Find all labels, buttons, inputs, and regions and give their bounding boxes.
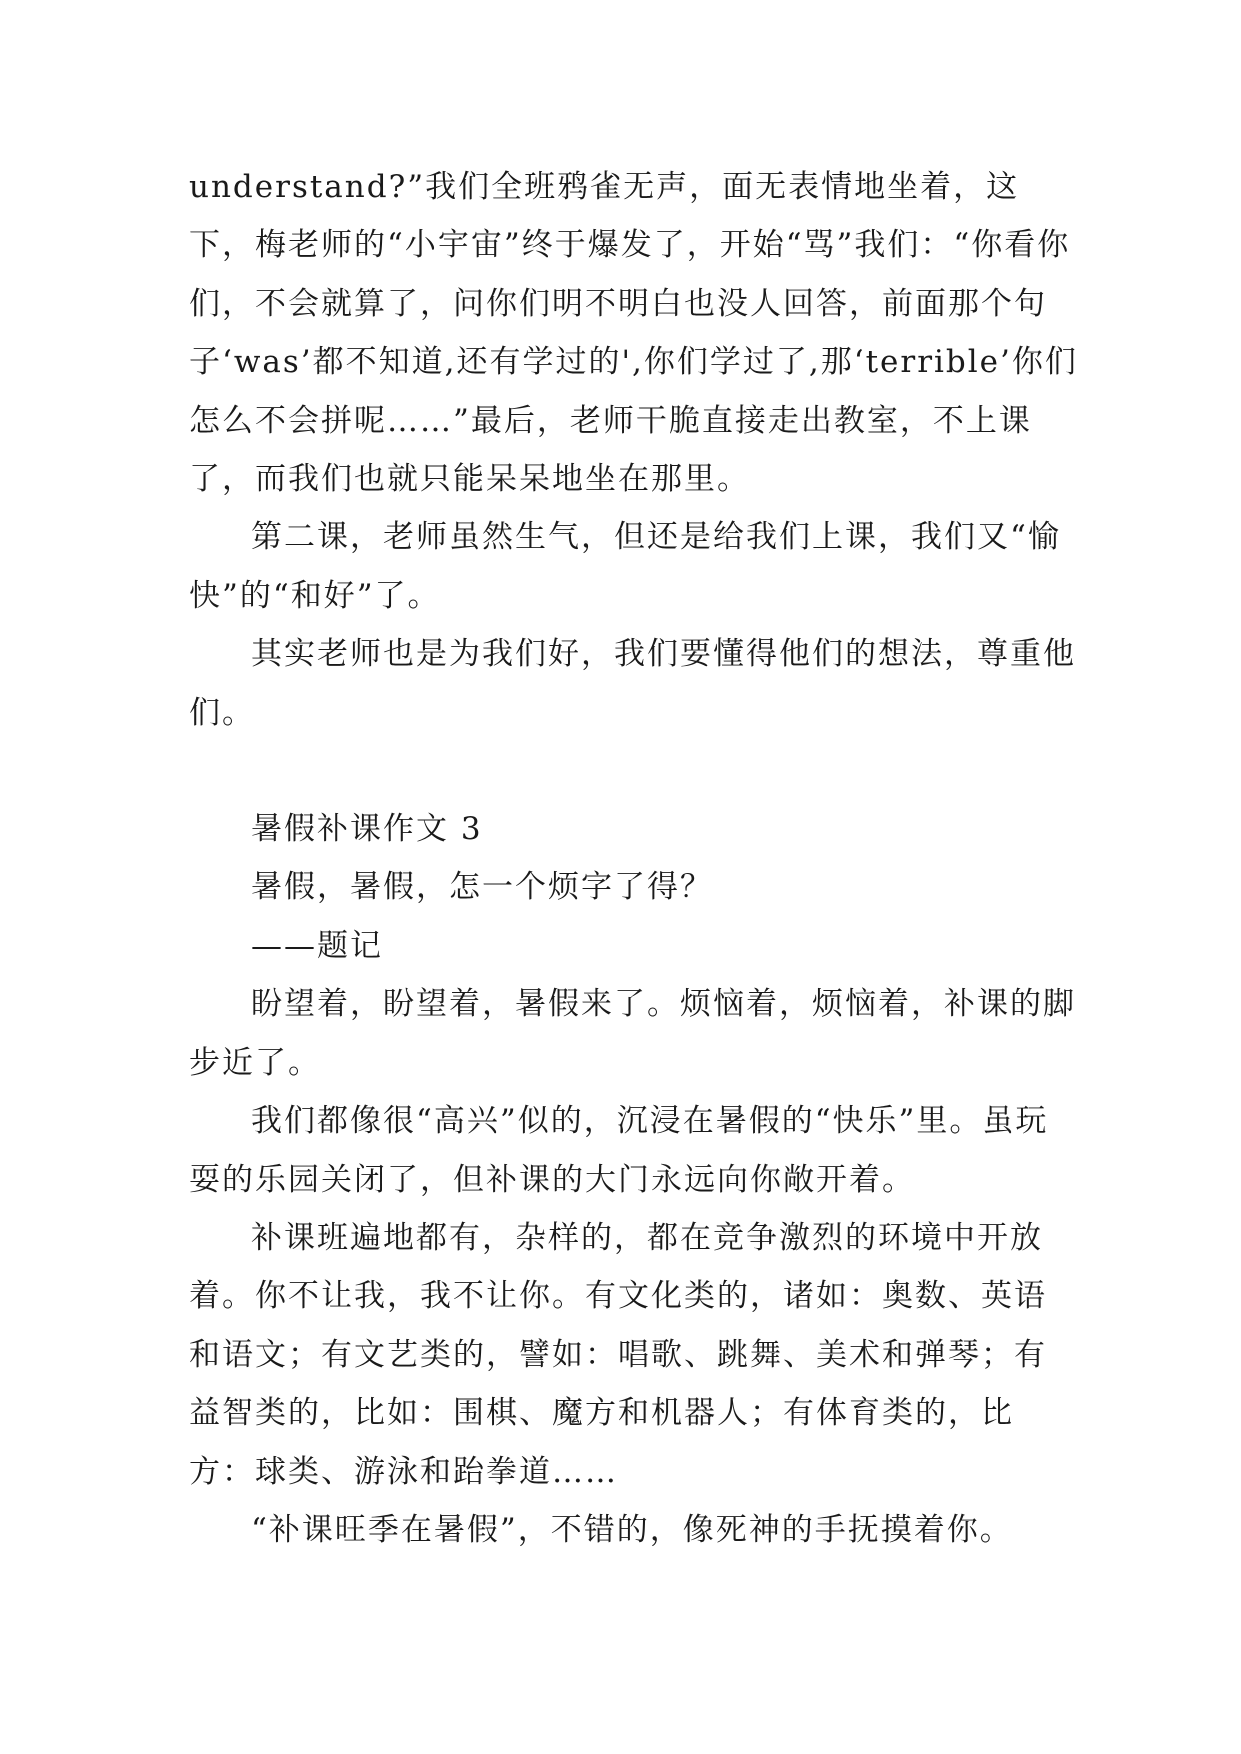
essay-title: 暑假补课作文 3 — [251, 811, 483, 848]
essay-paragraph-3: 补课班遍地都有，杂样的，都在竞争激烈的环境中开放着。你不让我，我不让你。有文化类的，诸如：奥数、英语和语文；有文艺类的，譬如：唱歌、跳舞、美术和弹琴；有益智类的，比如：围棋、魔方和机器人；有体育类的，比方：球类、游泳和跆拳道…… — [189, 1219, 1047, 1490]
epigraph: 暑假，暑假，怎一个烦字了得？ — [251, 869, 713, 906]
epigraph-attribution: ——题记 — [251, 927, 383, 964]
essay-paragraph-4: “补课旺季在暑假”，不错的，像死神的手抚摸着你。 — [251, 1511, 1013, 1548]
paragraph-continuation-2: 第二课，老师虽然生气，但还是给我们上课，我们又“愉快”的“和好”了。 — [189, 519, 1061, 614]
paragraph-continuation-1: understand?”我们全班鸦雀无声，面无表情地坐着，这下，梅老师的“小宇宙”终于爆发了，开始“骂”我们：“你看你们，不会就算了，问你们明不明白也没人回答，前面那个句子‘was’都不知道,还有学过的',你们学过了,那‘terrible’你们怎么不会拼呢……”最后，老师干脆直接走出教室，不上课了，而我们也就只能呆呆地坐在那里。 — [189, 169, 1078, 498]
essay-paragraph-2: 我们都像很“高兴”似的，沉浸在暑假的“快乐”里。虽玩耍的乐园关闭了，但补课的大门永远向你敞开着。 — [189, 1103, 1049, 1198]
essay-paragraph-1: 盼望着，盼望着，暑假来了。烦恼着，烦恼着，补课的脚步近了。 — [189, 986, 1076, 1081]
paragraph-continuation-3: 其实老师也是为我们好，我们要懂得他们的想法，尊重他们。 — [189, 636, 1076, 731]
section-gap — [189, 742, 1079, 800]
document-page — [189, 158, 1079, 1559]
